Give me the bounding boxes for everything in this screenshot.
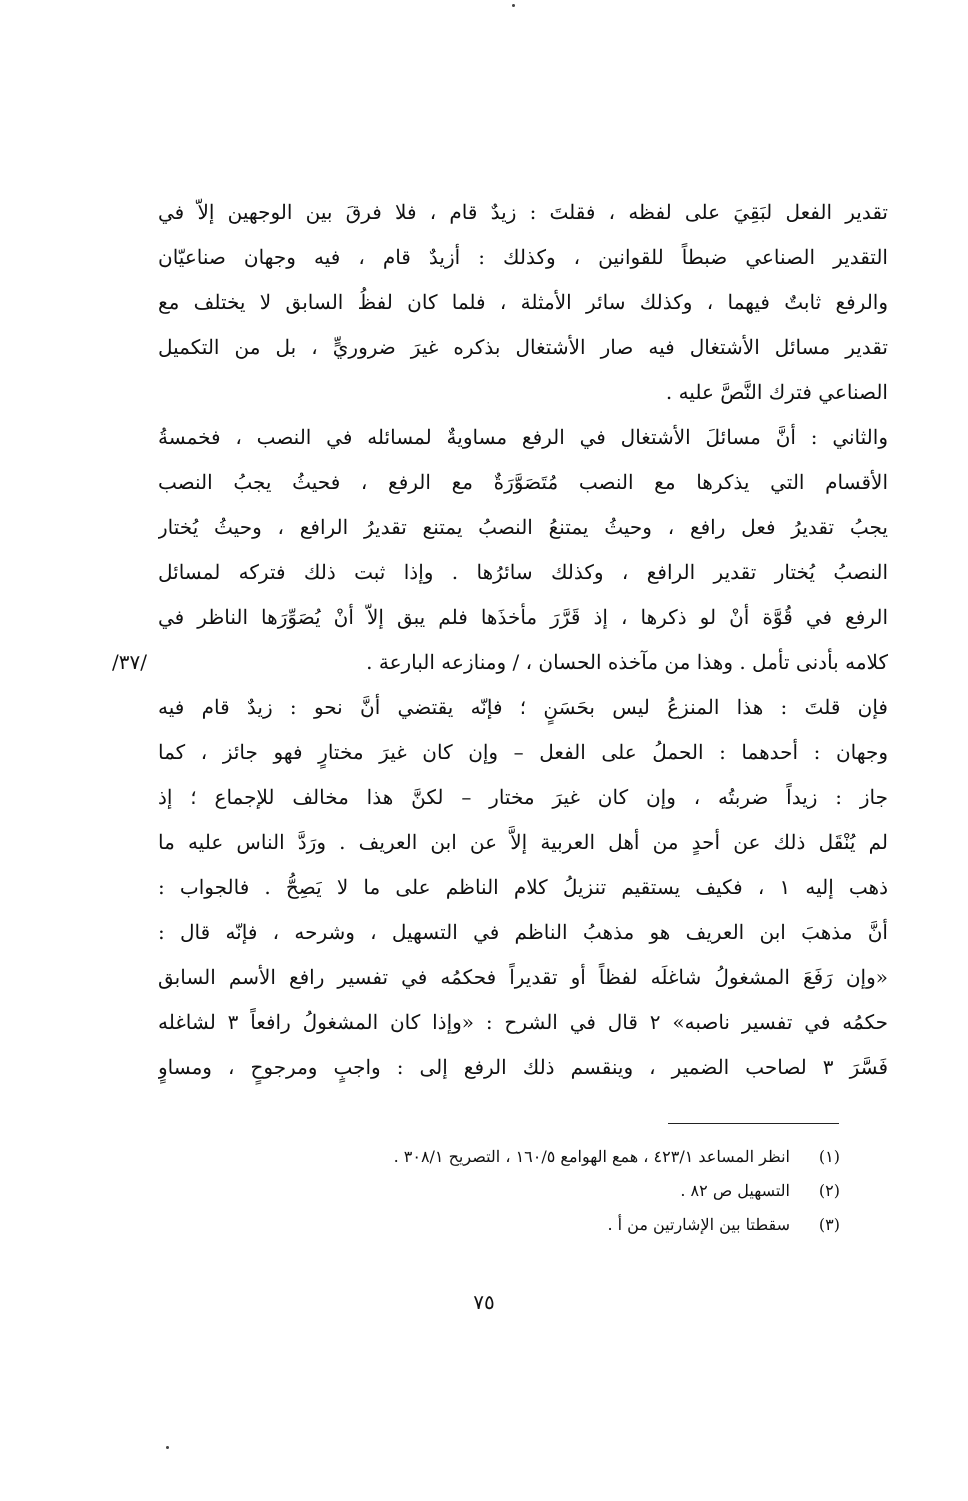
footnote-text: سقطتا بين الإشارتين من أ . <box>607 1215 790 1234</box>
text-line: تقدير الفعل لبَقِيَ على لفظه ، فقلتَ : زيدٌ قام ، فلا فرقَ بين الوجهين إلاّ في <box>158 200 888 224</box>
text-line: لم يُنْقَل ذلك عن أحدٍ من أهل العربية إلاَّ عن ابن العريف . ورَدَّ الناس عليه ما <box>158 830 888 854</box>
text-line: «وإن رَفَعَ المشغولُ شاغلَه لفظاً أو تقديراً فحكمُه في تفسير رافع الأسم السابق <box>158 965 888 989</box>
footnote-number: (١) <box>818 1147 840 1166</box>
text-line: والثاني : أنَّ مسائلَ الأشتغال في الرفع مساويةٌ لمسائله في النصب ، فخمسةُ <box>158 425 888 449</box>
text-line: كلامه بأدنى تأمل . وهذا من مآخذه الحسان ، / ومنازعه البارعة . <box>366 650 888 674</box>
footnote-item <box>300 1174 840 1208</box>
text-line: يجبُ تقديرُ فعل رافع ، وحيثُ يمتنعُ النصبُ يمتنع تقديرُ الرافع ، وحيثُ يُختار <box>158 515 888 539</box>
page-number: ٧٥ <box>473 1290 495 1314</box>
footnote-item <box>300 1140 840 1174</box>
text-line: حكمُه في تفسير ناصبه» ٢ قال في الشرح : «وإذا كان المشغولُ رافعاً ٣ لشاغله <box>158 1010 888 1034</box>
scan-speck <box>166 1446 169 1449</box>
text-line: أنَّ مذهبَ ابن العريف هو مذهبُ الناظم في التسهيل ، وشرحه ، فإنّه قال : <box>158 920 888 944</box>
text-line: الصناعي فترك النَّصَّ عليه . <box>665 380 888 404</box>
text-line: فَسَّرَ ٣ لصاحب الضمير ، وينقسم ذلك الرفع إلى : واجبٍ ومرجوحٍ ، ومساوٍ <box>158 1055 888 1079</box>
manuscript-folio-marker: /٣٧/ <box>112 650 147 674</box>
text-line: النصبُ يُختار تقدير الرافع ، وكذلك سائرُها . وإذا ثبت ذلك فتركه لمسائل <box>158 560 888 584</box>
text-line: والرفع ثابتٌ فيهما ، وكذلك سائر الأمثلة ، فلما كان لفظُ السابق لا يختلف مع <box>158 290 888 314</box>
text-line: الرفع في قُوَّة أنْ لو ذكرها ، إذ قَرَّرَ مأخذَها فلم يبق إلاّ أنْ يُصَوِّرَها الناظر في <box>158 605 888 629</box>
footnote-number: (٢) <box>818 1181 840 1200</box>
text-line: وجهان : أحدهما : الحملُ على الفعل – وإن كان غيرَ مختارٍ فهو جائز ، كما <box>158 740 888 764</box>
footnote-divider <box>668 1123 839 1124</box>
footnote-number: (٣) <box>818 1215 840 1234</box>
scan-speck <box>512 4 515 7</box>
footnote-item <box>300 1208 840 1242</box>
text-line: جاز : زيداً ضربتُه ، وإن كان غيرَ مختار – لكنَّ هذا مخالف للإجماع ؛ إذ <box>158 785 888 809</box>
text-line: فإن قلتَ : هذا المنزعُ ليس بحَسَنٍ ؛ فإنّه يقتضي أنَّ نحو : زيدٌ قام فيه <box>158 695 888 719</box>
footnote-text: التسهيل ص ٨٢ . <box>680 1181 790 1200</box>
footnote-text: انظر المساعد ٤٢٣/١ ، همع الهوامع ١٦٠/٥ ، التصريح ٣٠٨/١ . <box>393 1147 790 1166</box>
text-line: تقدير مسائل الأشتغال فيه صار الأشتغال بذكره غيرَ ضروريٍّ ، بل من التكميل <box>158 335 888 359</box>
text-line: الأقسام التي يذكرها مع النصب مُتَصَوَّرَةٌ مع الرفع ، فحيثُ يجبُ النصب <box>158 470 888 494</box>
text-line: التقدير الصناعي ضبطاً للقوانين ، وكذلك : أزيدٌ قام ، فيه وجهان صناعيّان <box>158 245 888 269</box>
footnotes <box>300 1140 840 1242</box>
main-text <box>158 190 888 1090</box>
text-line: ذهب إليه ١ ، فكيف يستقيم تنزيلُ كلام الناظم على ما لا يَصِحُّ . فالجواب : <box>158 875 888 899</box>
